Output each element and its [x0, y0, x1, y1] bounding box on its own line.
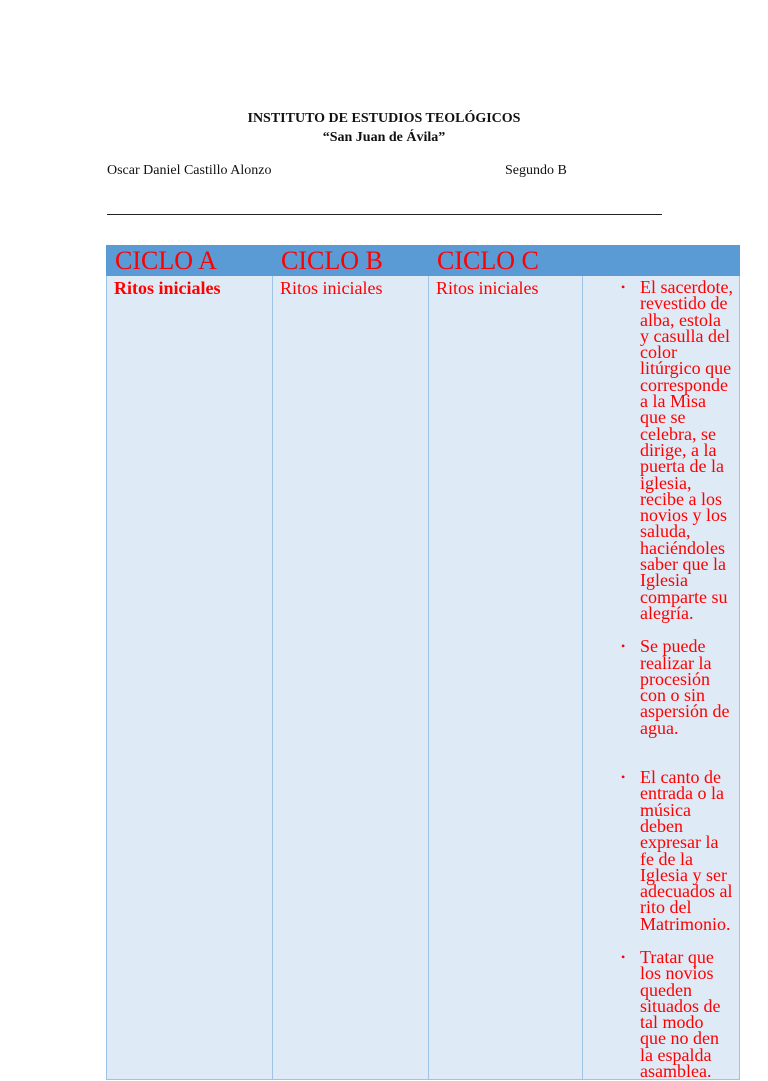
notes-list — [590, 279, 733, 1079]
institute-subtitle: “San Juan de Ávila” — [322, 130, 446, 145]
student-group: Segundo B — [505, 163, 567, 178]
ritos-table — [106, 245, 740, 1080]
list-item: • El sacerdote, revestido de alba, estola y casulla del color litúrgico que corresponde a la Misa que se celebra, se dirige, a la puerta de la iglesia, recibe a los novios y los saluda, haciéndoles saber que la Iglesia comparte su alegría. — [640, 279, 733, 621]
divider-line — [107, 214, 662, 215]
header-ciclo-c: CICLO C — [429, 246, 583, 276]
list-item: • Tratar que los novios queden situados de tal modo que no den la espalda asamblea. — [640, 949, 733, 1079]
table-header-row — [107, 246, 740, 276]
list-item: • El canto de entrada o la música deben expresar la fe de la Iglesia y ser adecuados al rito del Matrimonio. — [640, 769, 733, 932]
document-header — [0, 109, 768, 147]
cell-ciclo-a-ritos: Ritos iniciales — [107, 276, 273, 1080]
table-row — [107, 276, 740, 1080]
header-ciclo-b: CICLO B — [273, 246, 429, 276]
list-item: • Se puede realizar la procesión con o sin aspersión de agua. — [640, 638, 733, 736]
cell-ciclo-c-ritos: Ritos iniciales — [429, 276, 583, 1080]
header-ciclo-a: CICLO A — [107, 246, 273, 276]
student-name: Oscar Daniel Castillo Alonzo — [107, 163, 272, 178]
institute-title: INSTITUTO DE ESTUDIOS TEOLÓGICOS — [247, 111, 521, 126]
cell-ciclo-b-ritos: Ritos iniciales — [273, 276, 429, 1080]
cell-notes — [583, 276, 740, 1080]
header-notes — [583, 246, 740, 276]
